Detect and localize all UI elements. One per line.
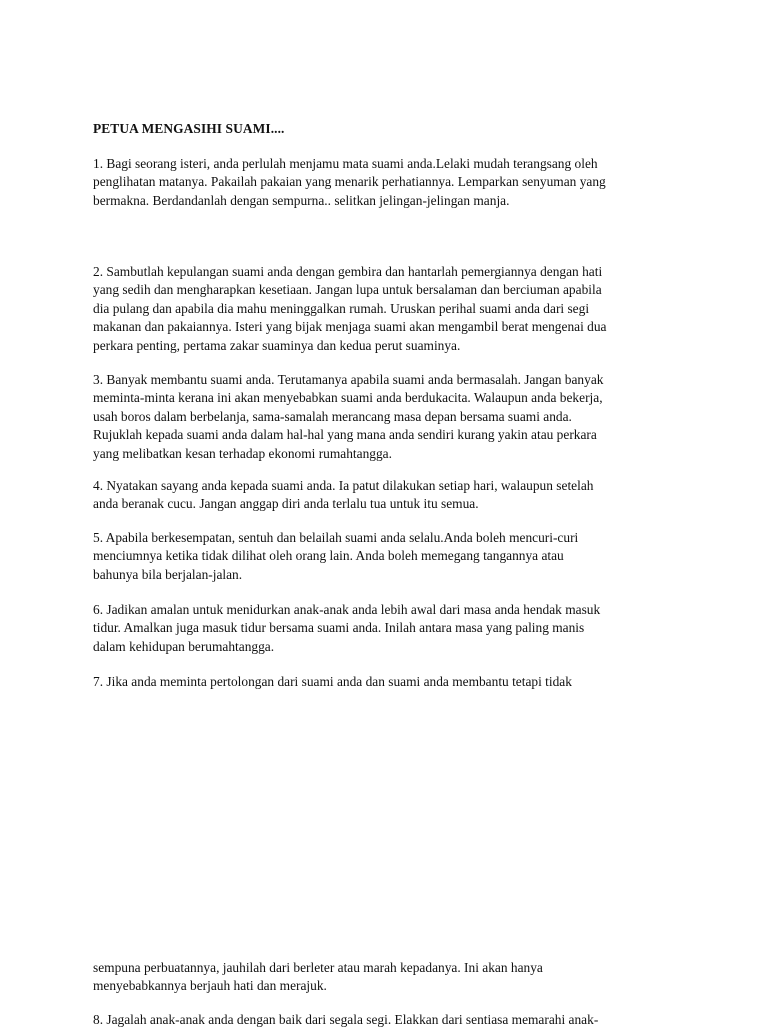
- paragraph-4: [93, 477, 693, 514]
- paragraph-line: dia pulang dan apabila dia mahu meninggalkan rumah. Uruskan perihal suami anda dari segi: [93, 300, 590, 316]
- document-title: PETUA MENGASIHI SUAMI....: [93, 121, 285, 136]
- paragraph-line: usah boros dalam berbelanja, sama-samalah merancang masa depan bersama suami anda.: [93, 408, 572, 424]
- paragraph-1: [93, 155, 693, 210]
- paragraph-line: anda beranak cucu. Jangan anggap diri anda terlalu tua untuk itu semua.: [93, 496, 479, 512]
- paragraph-line: 1. Bagi seorang isteri, anda perlulah menjamu mata suami anda.Lelaki mudah terangsang oleh: [93, 156, 598, 171]
- paragraph-line: bahunya bila berjalan-jalan.: [93, 566, 243, 582]
- paragraph-line: menyebabkannya berjauh hati dan merajuk.: [93, 978, 327, 994]
- paragraph-3: [93, 371, 693, 463]
- paragraph-line: yang sedih dan mengharapkan kesetiaan. Jangan lupa untuk bersalaman dan berciuman apabila: [93, 282, 602, 298]
- paragraph-line: makanan dan pakaiannya. Isteri yang bijak menjaga suami akan mengambil berat mengenai dua: [93, 319, 607, 335]
- paragraph-line: 3. Banyak membantu suami anda. Terutamanya apabila suami anda bermasalah. Jangan banyak: [93, 372, 604, 387]
- paragraph-line: meminta-minta kerana ini akan menyebabkan suami anda berdukacita. Walaupun anda bekerja,: [93, 390, 603, 406]
- paragraph-line: yang melibatkan kesan terhadap ekonomi rumahtangga.: [93, 445, 392, 461]
- paragraph-line: 8. Jagalah anak-anak anda dengan baik dari segala segi. Elakkan dari sentiasa memarahi anak-: [93, 1012, 599, 1027]
- paragraph-line: bermakna. Berdandanlah dengan sempurna.. selitkan jelingan-jelingan manja.: [93, 192, 510, 208]
- paragraph-6: [93, 601, 693, 656]
- paragraph-line: sempuna perbuatannya, jauhilah dari berleter atau marah kepadanya. Ini akan hanya: [93, 960, 543, 975]
- paragraph-line: menciumnya ketika tidak dilihat oleh orang lain. Anda boleh memegang tangannya atau: [93, 548, 564, 564]
- paragraph-line: 5. Apabila berkesempatan, sentuh dan belailah suami anda selalu.Anda boleh mencuri-curi: [93, 530, 579, 545]
- paragraph-line: tidur. Amalkan juga masuk tidur bersama suami anda. Inilah antara masa yang paling manis: [93, 620, 585, 636]
- paragraph-5: [93, 529, 693, 584]
- paragraph-line: Rujuklah kepada suami anda dalam hal-hal yang mana anda sendiri kurang yakin atau perkara: [93, 427, 597, 443]
- paragraph-line: 7. Jika anda meminta pertolongan dari suami anda dan suami anda membantu tetapi tidak: [93, 674, 572, 689]
- paragraph-line: 4. Nyatakan sayang anda kepada suami anda. Ia patut dilakukan setiap hari, walaupun setelah: [93, 478, 594, 493]
- paragraph-8: [93, 1011, 693, 1029]
- paragraph-2: [93, 263, 693, 355]
- paragraph-line: 6. Jadikan amalan untuk menidurkan anak-anak anda lebih awal dari masa anda hendak masuk: [93, 602, 601, 617]
- paragraph-line: penglihatan matanya. Pakailah pakaian yang menarik perhatiannya. Lemparkan senyuman yang: [93, 174, 606, 190]
- paragraph-line: 2. Sambutlah kepulangan suami anda dengan gembira dan hantarlah pemergiannya dengan hati: [93, 264, 603, 279]
- paragraph-7: [93, 673, 693, 691]
- paragraph-7-continued: [93, 959, 693, 996]
- paragraph-line: dalam kehidupan berumahtangga.: [93, 638, 275, 654]
- paragraph-line: perkara penting, pertama zakar suaminya dan kedua perut suaminya.: [93, 337, 461, 353]
